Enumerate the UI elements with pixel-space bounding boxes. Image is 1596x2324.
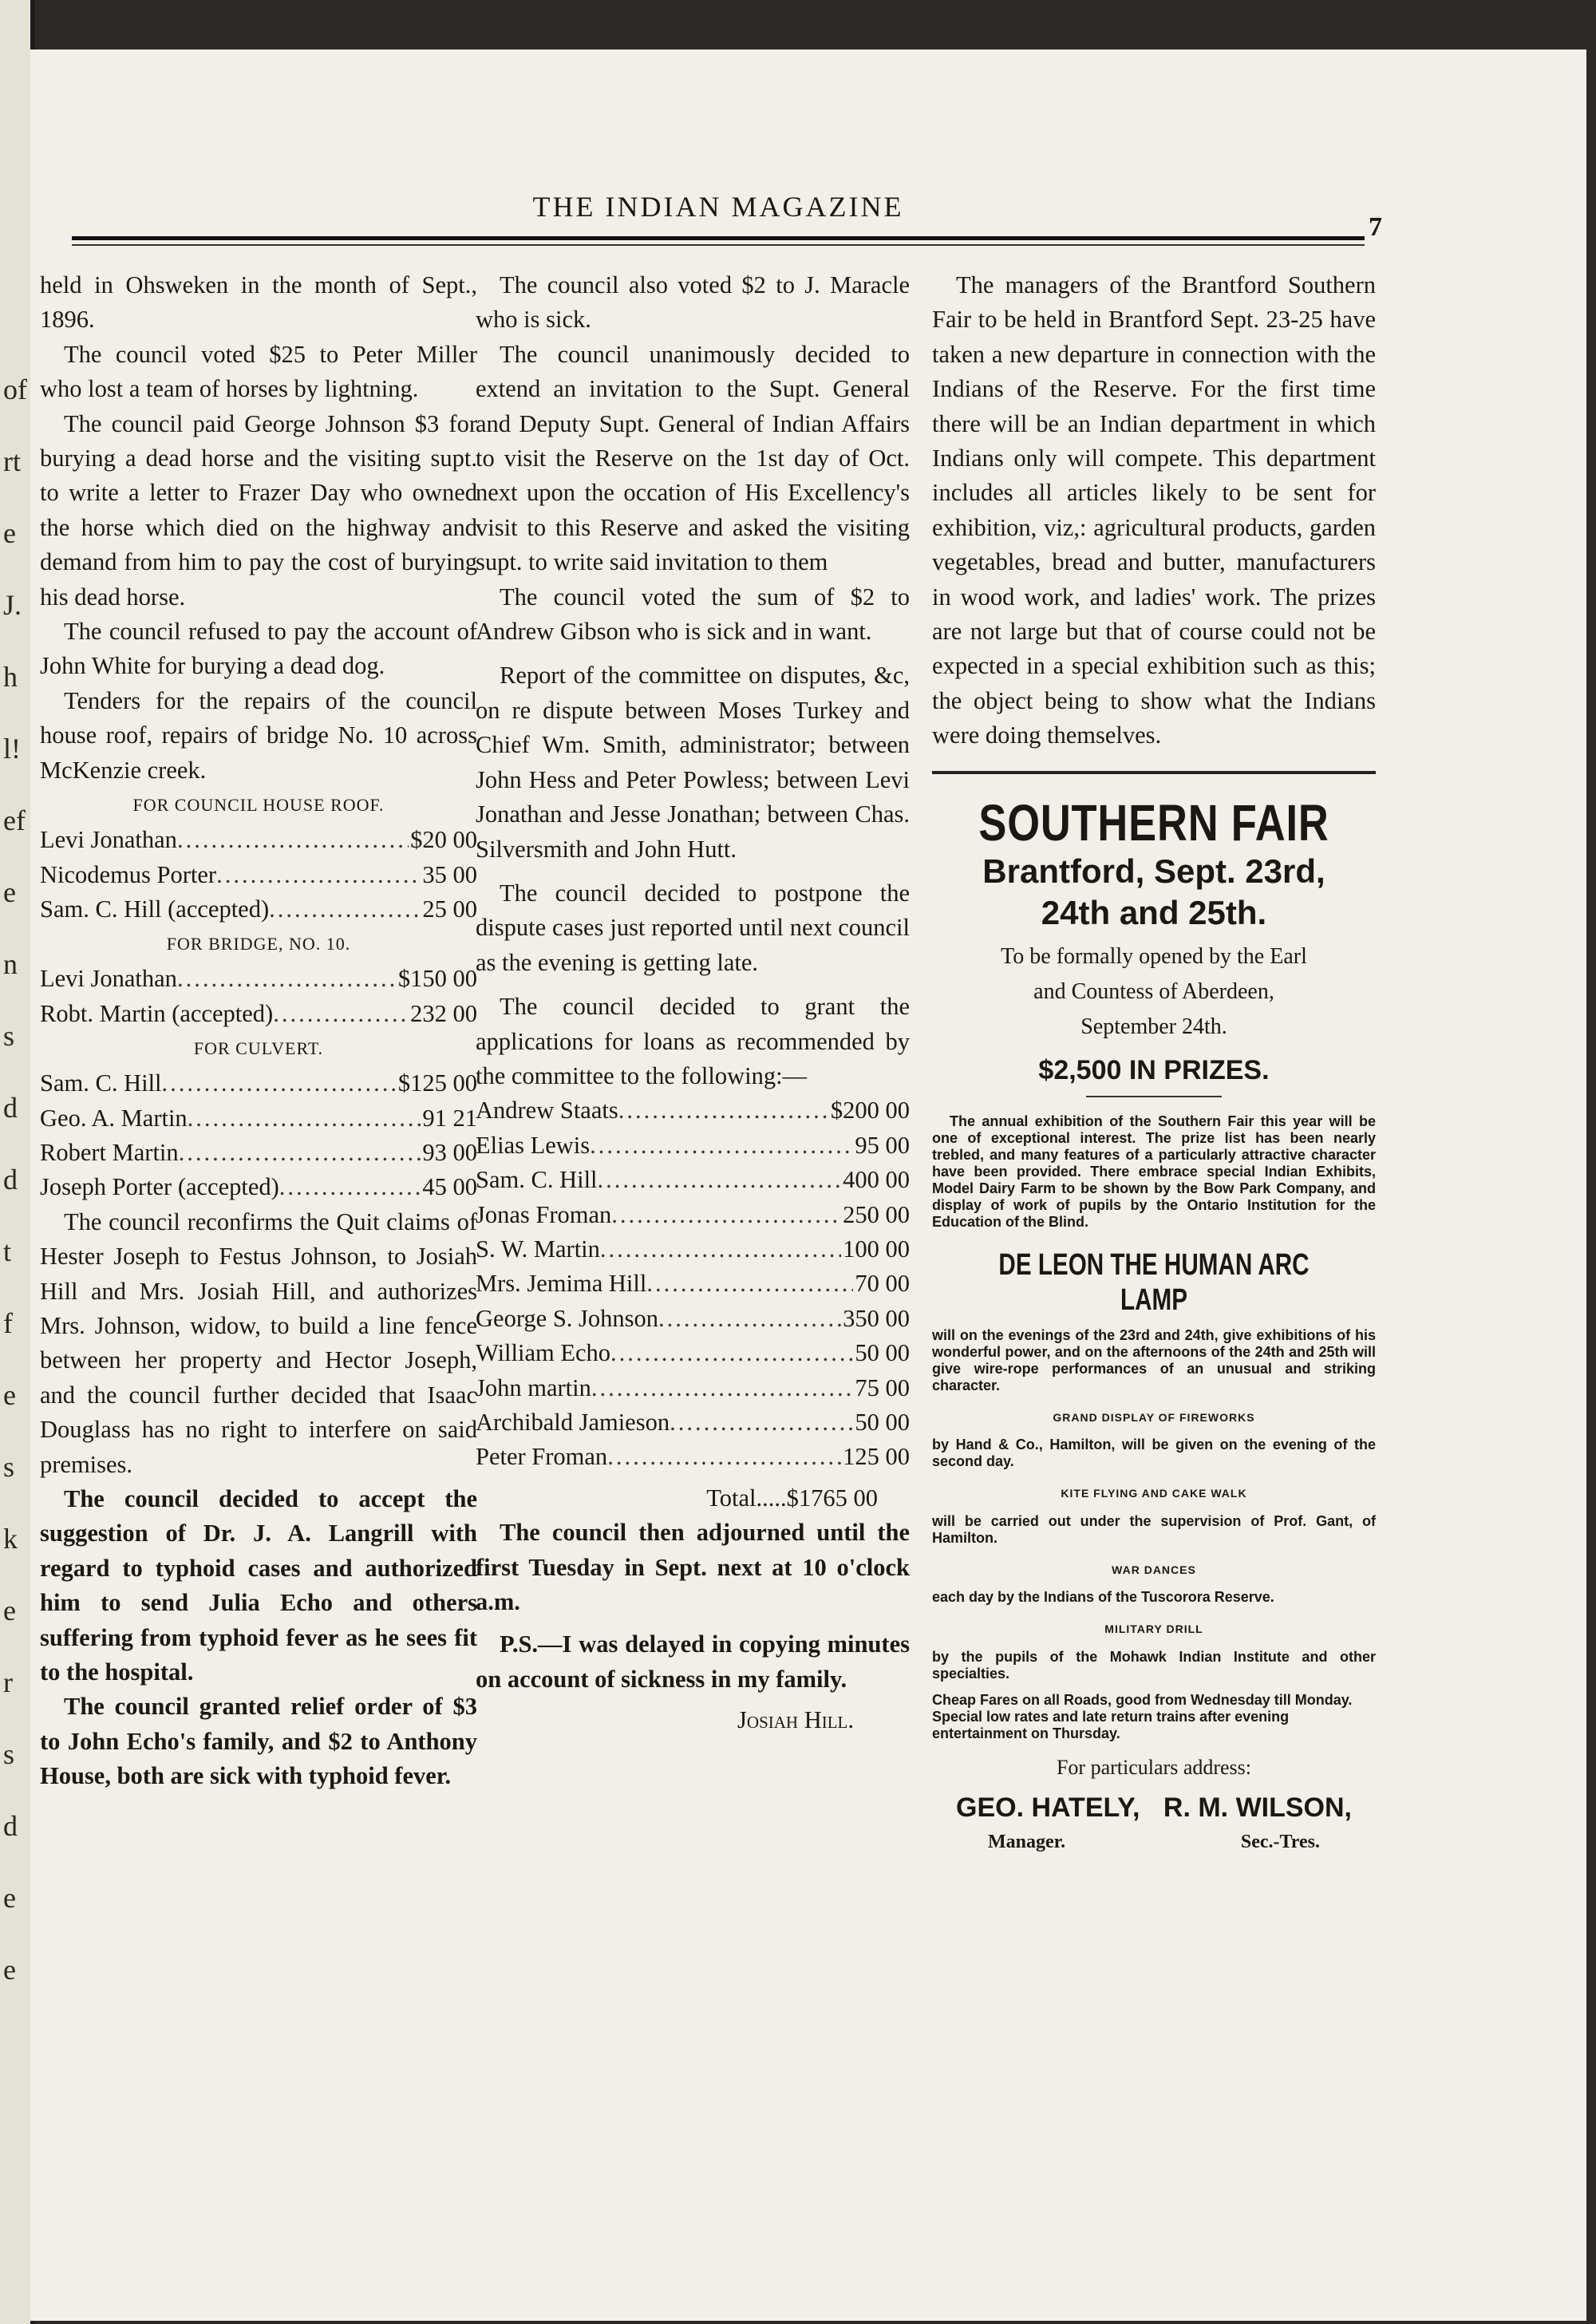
- edge-fragment: J.: [3, 589, 22, 621]
- ad-rule: [932, 771, 1376, 774]
- ledger-name: Sam. C. Hill: [476, 1166, 598, 1194]
- ledger-name: Levi Jonathan: [40, 965, 177, 993]
- edge-fragment: s: [3, 1451, 15, 1483]
- ledger-row: [476, 1371, 910, 1405]
- ledger-amount: 50 00: [855, 1339, 910, 1367]
- ad-attraction-label: MILITARY DRILL: [1104, 1622, 1203, 1636]
- ledger-name: Robt. Martin (accepted): [40, 999, 274, 1027]
- ledger-leader-dots: [600, 1232, 841, 1267]
- edge-fragment: d: [3, 1164, 18, 1196]
- ledger-name: Joseph Porter (accepted): [40, 1173, 279, 1201]
- ledger-row: [476, 1267, 910, 1301]
- ad-attraction-text: each day by the Indians of the Tuscorora Reserve.: [932, 1589, 1274, 1606]
- ledger-row: [476, 1198, 910, 1232]
- ledger-leader-dots: [598, 1163, 842, 1197]
- ledger-amount: 50 00: [855, 1409, 910, 1436]
- ledger-leader-dots: [273, 997, 409, 1031]
- ledger-leader-dots: [216, 858, 421, 892]
- ledger-leader-dots: [279, 1170, 421, 1204]
- ledger-row: [40, 997, 477, 1031]
- column-1: [40, 268, 477, 1794]
- ad-attraction-text: will be carried out under the supervision of Prof. Gant, of Hamilton.: [932, 1512, 1376, 1546]
- southern-fair-advertisement: [932, 771, 1376, 1860]
- edge-fragment: k: [3, 1523, 18, 1555]
- ledger-amount: $200 00: [830, 1097, 910, 1124]
- ledger-leader-dots: [591, 1371, 854, 1405]
- manager-role: Manager.: [988, 1832, 1066, 1853]
- ledger-leader-dots: [177, 823, 409, 857]
- ledger-row: [40, 1101, 477, 1136]
- ledger-name: Andrew Staats: [476, 1097, 618, 1124]
- ledger-amount: 250 00: [843, 1200, 910, 1228]
- ad-divider: [1086, 1096, 1222, 1097]
- ad-officer-roles: [932, 1825, 1376, 1860]
- edge-fragment: e: [3, 1595, 16, 1626]
- paragraph: The council voted $25 to Peter Miller who lost a team of horses by lightning.: [40, 340, 477, 403]
- ledger-row: [40, 1066, 477, 1101]
- paragraph: held in Ohsweken in the month of Sept., 1896.: [40, 271, 477, 334]
- ledger-row: [40, 858, 477, 892]
- ledger-row: [476, 1093, 910, 1128]
- ledger-row: [40, 823, 477, 857]
- ad-officer-names: [932, 1791, 1376, 1825]
- ledger-amount: 93 00: [422, 1138, 477, 1166]
- edge-fragment: of: [3, 374, 27, 405]
- paragraph: The council decided to grant the applications for loans as recommended by the committee to the following:—: [476, 993, 910, 1089]
- ad-subtitle: Brantford, Sept. 23rd,: [982, 852, 1325, 890]
- paragraph: The managers of the Brantford Southern Fair to be held in Brantford Sept. 23-25 have taken a new departure in connection with the Indians of the Reserve. For the first time there will be an Indian department in which Indians only will compete. This department includes all articles likely to be sent for exhibition, viz,: agricultural products, garden vegetables, bread and butter, manufacturers in wood work, and ladies' work. The prizes are not large but that of course could not be expected in a special exhibition such as this; the object being to show what the Indians were doing themselves.: [932, 271, 1376, 749]
- ledger-name: Archibald Jamieson: [476, 1409, 670, 1436]
- loan-list: [476, 1093, 910, 1474]
- ledger-row: [476, 1163, 910, 1197]
- edge-fragment: rt: [3, 445, 21, 477]
- ledger-leader-dots: [607, 1440, 841, 1474]
- ledger-row: [40, 1170, 477, 1204]
- paragraph: Report of the committee on disputes, &c, on re dispute between Moses Turkey and Chief Wm. Smith, administrator; between John Hess and Peter Powless; between Levi Jonathan and Jesse Jonathan; between Chas. Silversmith and John Hutt.: [476, 662, 910, 863]
- ledger-name: Geo. A. Martin: [40, 1104, 188, 1132]
- ledger-leader-dots: [162, 1066, 397, 1101]
- column-3: [932, 268, 1376, 1860]
- ledger-amount: $150 00: [397, 965, 477, 993]
- edge-fragment: e: [3, 517, 16, 549]
- ad-attraction-heading: DE LEON THE HUMAN ARC LAMP: [998, 1248, 1310, 1317]
- ledger-amount: 35 00: [422, 860, 477, 888]
- ad-prizes: $2,500 IN PRIZES.: [1038, 1054, 1270, 1085]
- ledger-leader-dots: [269, 892, 421, 927]
- tender-list-culvert: [40, 1066, 477, 1205]
- ledger-row: [40, 892, 477, 927]
- ledger-name: Sam. C. Hill (accepted): [40, 895, 270, 923]
- magazine-title: THE INDIAN MAGAZINE: [532, 191, 904, 223]
- ledger-leader-dots: [646, 1267, 853, 1301]
- ledger-leader-dots: [177, 962, 397, 996]
- edge-fragment: ef: [3, 804, 26, 836]
- edge-fragment: f: [3, 1307, 13, 1339]
- edge-fragment: e: [3, 1379, 16, 1411]
- ad-fares: Cheap Fares on all Roads, good from Wednesday till Monday. Special low rates and late return trains after evening entertainment on Thursday.: [932, 1691, 1353, 1741]
- signature: Josiah Hill.: [737, 1706, 854, 1734]
- ledger-leader-dots: [179, 1136, 421, 1170]
- ledger-amount: $125 00: [397, 1069, 477, 1097]
- ad-attraction-label: WAR DANCES: [1112, 1563, 1196, 1576]
- ledger-name: Peter Froman: [476, 1443, 608, 1471]
- ledger-name: John martin: [476, 1373, 591, 1401]
- ledger-amount: 70 00: [855, 1270, 910, 1298]
- ledger-amount: $20 00: [410, 826, 477, 854]
- ad-opening-line: To be formally opened by the Earl: [1001, 943, 1307, 969]
- ledger-amount: 95 00: [855, 1131, 910, 1159]
- paragraph: The council then adjourned until the first Tuesday in Sept. next at 10 o'clock a.m.: [476, 1519, 910, 1616]
- edge-fragment: s: [3, 1020, 15, 1052]
- tender-subhead-bridge: FOR BRIDGE, NO. 10.: [166, 934, 351, 955]
- header-rule: [72, 236, 1365, 240]
- tender-list-bridge: [40, 962, 477, 1031]
- ad-opening-line: and Countess of Aberdeen,: [1033, 978, 1274, 1004]
- ledger-leader-dots: [590, 1128, 853, 1163]
- ledger-amount: 125 00: [843, 1443, 910, 1471]
- paragraph: The council decided to accept the suggestion of Dr. J. A. Langrill with regard to typhoid cases and authorized him to send Julia Echo and others suffering from typhoid fever as he sees fit to the hospital.: [40, 1485, 477, 1686]
- tender-subhead-roof: FOR COUNCIL HOUSE ROOF.: [132, 795, 385, 816]
- edge-fragment: e: [3, 1882, 16, 1914]
- ledger-row: [40, 1136, 477, 1170]
- ledger-name: Mrs. Jemima Hill: [476, 1270, 647, 1298]
- ledger-amount: 232 00: [410, 999, 477, 1027]
- ledger-row: [476, 1232, 910, 1267]
- ad-body: The annual exhibition of the Southern Fair this year will be one of exceptional interest. The prize list has been nearly trebled, and many features of a particularly attractive character have been provided. There embrace special Indian Exhibits, Model Dairy Farm to be shown by the Bow Park Company, and display of work of pupils by the Ontario Institution for the Education of the Blind.: [932, 1113, 1376, 1231]
- ledger-amount: 91 21: [422, 1104, 477, 1132]
- ad-attraction-text: will on the evenings of the 23rd and 24th, give exhibitions of his wonderful power, and on the afternoons of the 24th and 25th will give wire-rope performances of an unusual and striking character.: [932, 1326, 1376, 1393]
- edge-fragment: d: [3, 1810, 18, 1842]
- edge-fragment: e: [3, 876, 16, 908]
- edge-fragment: t: [3, 1235, 12, 1267]
- page-number: 7: [1369, 212, 1382, 242]
- paragraph: Tenders for the repairs of the council house roof, repairs of bridge No. 10 across McKenzie creek.: [40, 686, 477, 784]
- paragraph: The council unanimously decided to extend an invitation to the Supt. General and Deputy Supt. General of Indian Affairs to visit the Reserve on the 1st day of Oct. next upon the occation of His Excellency's visit to this Reserve and asked the visiting supt. to write said invitation to them: [476, 340, 910, 576]
- ledger-name: William Echo: [476, 1339, 611, 1367]
- ledger-row: [476, 1440, 910, 1474]
- edge-fragment: h: [3, 661, 18, 693]
- ledger-leader-dots: [188, 1101, 421, 1136]
- ad-attraction-text: by the pupils of the Mohawk Indian Institute and other specialties.: [932, 1648, 1376, 1682]
- loan-total: Total.....$1765 00: [706, 1484, 878, 1512]
- ledger-name: Nicodemus Porter: [40, 860, 217, 888]
- paragraph: The council decided to postpone the dispute cases just reported until next council as the evening is getting late.: [476, 879, 910, 976]
- column-2: [476, 268, 910, 1738]
- ledger-row: [476, 1336, 910, 1370]
- paragraph: P.S.—I was delayed in copying minutes on account of sickness in my family.: [476, 1630, 910, 1693]
- ledger-leader-dots: [610, 1336, 853, 1370]
- ledger-name: Sam. C. Hill: [40, 1069, 162, 1097]
- tender-list-roof: [40, 823, 477, 927]
- ledger-row: [476, 1405, 910, 1440]
- ledger-name: Elias Lewis: [476, 1131, 591, 1159]
- paragraph: The council reconfirms the Quit claims of Hester Joseph to Festus Johnson, to Josiah Hill and Mrs. Josiah Hill, and authorizes Mrs. Johnson, widow, to build a line fence between her property and Hector Joseph, and the council further decided that Isaac Douglass has no right to interfere on said premises.: [40, 1207, 477, 1478]
- ledger-row: [476, 1302, 910, 1336]
- edge-fragment: n: [3, 948, 18, 980]
- ledger-amount: 25 00: [422, 895, 477, 923]
- ad-opening-line: September 24th.: [1080, 1014, 1227, 1039]
- ledger-amount: 400 00: [843, 1166, 910, 1194]
- secretary-name: R. M. WILSON,: [1163, 1792, 1352, 1823]
- edge-fragment: l!: [3, 733, 21, 765]
- edge-fragment: r: [3, 1666, 13, 1698]
- ledger-name: Jonas Froman: [476, 1200, 612, 1228]
- ledger-row: [40, 962, 477, 996]
- edge-fragment: e: [3, 1954, 16, 1986]
- paragraph: The council refused to pay the account of John White for burying a dead dog.: [40, 618, 477, 680]
- ad-contact: For particulars address:: [1056, 1755, 1252, 1779]
- ad-attraction-label: GRAND DISPLAY OF FIREWORKS: [1053, 1410, 1255, 1424]
- ledger-amount: 45 00: [422, 1173, 477, 1201]
- header-rule-thin: [72, 244, 1365, 246]
- ledger-leader-dots: [658, 1302, 841, 1336]
- paragraph: The council also voted $2 to J. Maracle who is sick.: [476, 271, 910, 334]
- edge-fragment: s: [3, 1738, 15, 1770]
- ledger-name: Levi Jonathan: [40, 826, 177, 854]
- edge-fragment: d: [3, 1092, 18, 1124]
- ad-title: SOUTHERN FAIR: [978, 793, 1329, 852]
- ledger-leader-dots: [618, 1093, 829, 1128]
- secretary-role: Sec.-Tres.: [1240, 1832, 1320, 1853]
- tender-subhead-culvert: FOR CULVERT.: [193, 1038, 324, 1059]
- ledger-row: [476, 1128, 910, 1163]
- ledger-amount: 75 00: [855, 1373, 910, 1401]
- ledger-name: Robert Martin: [40, 1138, 179, 1166]
- paragraph: The council granted relief order of $3 to John Echo's family, and $2 to Anthony House, both are sick with typhoid fever.: [40, 1693, 477, 1790]
- ledger-amount: 350 00: [843, 1304, 910, 1332]
- ledger-name: George S. Johnson: [476, 1304, 659, 1332]
- ad-subtitle: 24th and 25th.: [1041, 893, 1267, 931]
- ad-attraction-text: by Hand & Co., Hamilton, will be given on the evening of the second day.: [932, 1437, 1376, 1470]
- ledger-leader-dots: [670, 1405, 853, 1440]
- ledger-amount: 100 00: [843, 1235, 910, 1263]
- ad-attraction-label: KITE FLYING AND CAKE WALK: [1061, 1487, 1247, 1500]
- ledger-leader-dots: [611, 1198, 841, 1232]
- paragraph: The council voted the sum of $2 to Andrew Gibson who is sick and in want.: [476, 583, 910, 646]
- manager-name: GEO. HATELY,: [956, 1792, 1140, 1823]
- ledger-name: S. W. Martin: [476, 1235, 600, 1263]
- paragraph: The council paid George Johnson $3 for burying a dead horse and the visiting supt. to write a letter to Frazer Day who owned the horse which died on the highway and demand from him to pay the cost of burying his dead horse.: [40, 409, 477, 611]
